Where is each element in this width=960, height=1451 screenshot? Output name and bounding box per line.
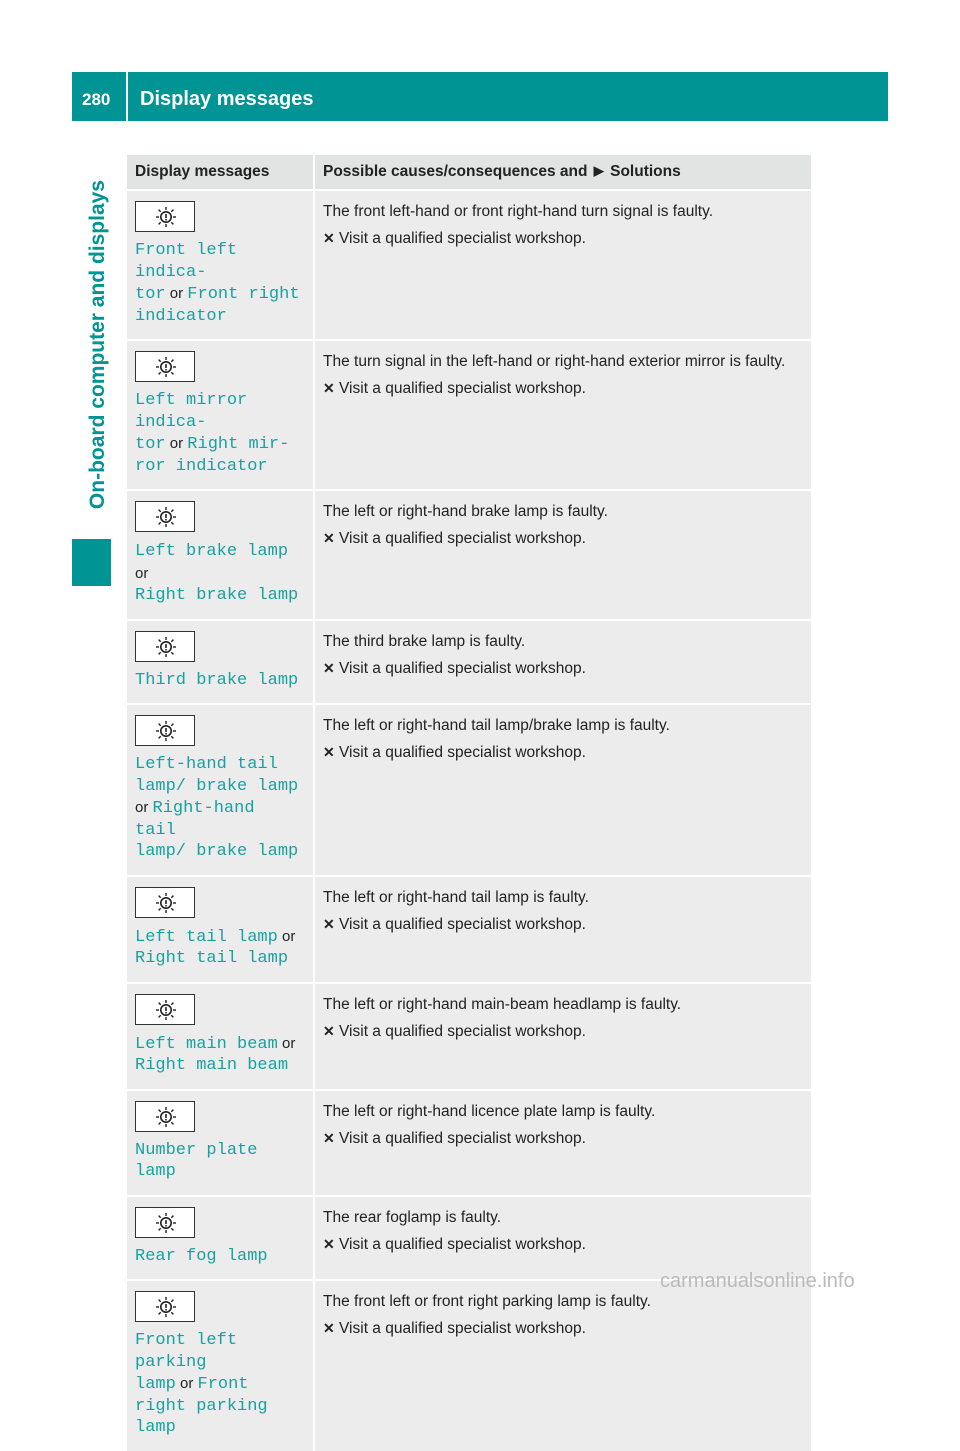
message-cell — [127, 620, 314, 705]
action-text: Visit a qualified specialist workshop. — [339, 1320, 586, 1337]
lamp-fault-icon — [155, 1296, 177, 1318]
action-step-icon: ✕ — [323, 1320, 335, 1336]
display-message — [135, 926, 305, 970]
action-item — [323, 1234, 803, 1255]
message-text: right parking lamp — [135, 1396, 268, 1437]
action-text: Visit a qualified specialist workshop. — [339, 1129, 586, 1147]
message-cell — [127, 876, 314, 983]
action-item — [323, 1128, 803, 1149]
action-item — [323, 1318, 803, 1339]
message-text: Rear fog lamp — [135, 1246, 268, 1266]
cause-text: The front left or front right parking lamp is faulty. — [323, 1293, 651, 1310]
message-cell — [127, 1280, 314, 1451]
action-text: Visit a qualified specialist workshop. — [339, 1022, 586, 1040]
action-arrow-icon: ▶ — [593, 163, 604, 178]
message-cell — [127, 490, 314, 620]
action-step-icon: ✕ — [323, 230, 335, 246]
header-divider — [126, 72, 128, 121]
connector-text: or — [135, 799, 153, 816]
table-row — [127, 876, 811, 983]
message-text: Right-hand tail — [135, 799, 255, 840]
message-text: Left brake lamp — [135, 542, 289, 561]
lamp-fault-icon — [155, 636, 177, 658]
lamp-fault-icon — [135, 887, 195, 918]
cause-text: The left or right-hand brake lamp is faulty. — [323, 503, 608, 520]
action-item — [323, 914, 803, 935]
message-cell — [127, 190, 314, 340]
message-text: Front left parking — [135, 1331, 238, 1372]
message-text: ror indicator — [135, 456, 268, 476]
lamp-fault-icon — [135, 201, 195, 232]
solution-cell — [314, 190, 811, 340]
cause-text: The turn signal in the left-hand or right-hand exterior mirror is faulty. — [323, 353, 786, 370]
message-cell — [127, 983, 314, 1090]
solution-cell — [314, 1280, 811, 1451]
action-step-icon: ✕ — [323, 1022, 335, 1039]
table-body — [127, 190, 811, 1451]
side-tab — [86, 180, 114, 530]
connector-text: or — [277, 1034, 296, 1052]
table-row — [127, 704, 811, 876]
message-text: Right mir- — [187, 435, 290, 454]
message-text: tor — [135, 435, 166, 454]
action-item — [323, 1021, 803, 1042]
table-row — [127, 983, 811, 1090]
table-row — [127, 620, 811, 705]
table-header-row — [127, 155, 811, 190]
action-item — [323, 742, 803, 763]
solution-cell — [314, 1196, 811, 1281]
action-text: Visit a qualified specialist workshop. — [339, 744, 586, 761]
display-message — [135, 1033, 305, 1077]
action-text: Visit a qualified specialist workshop. — [339, 530, 586, 547]
lamp-fault-icon — [135, 1207, 195, 1238]
display-message — [135, 540, 305, 607]
cause-text: The left or right-hand tail lamp/brake lamp is faulty. — [323, 717, 670, 734]
solution-cell — [314, 340, 811, 490]
message-text: lamp/ brake lamp — [135, 776, 299, 796]
message-text: Right brake lamp — [135, 586, 299, 605]
action-item — [323, 528, 803, 549]
display-message — [135, 670, 305, 692]
message-text: Number plate lamp — [135, 1140, 258, 1181]
lamp-fault-icon — [155, 506, 177, 528]
action-step-icon: ✕ — [323, 380, 335, 396]
lamp-fault-icon — [135, 1291, 195, 1322]
page-title: Display messages — [140, 88, 314, 110]
action-text: Visit a qualified specialist workshop. — [339, 915, 586, 933]
message-text: Left mirror indica- — [135, 391, 248, 432]
message-text: lamp/ brake lamp — [135, 842, 299, 861]
action-text: Visit a qualified specialist workshop. — [339, 659, 586, 677]
message-text: lamp — [135, 1375, 176, 1394]
action-step-icon: ✕ — [323, 744, 335, 760]
message-text: Front left indica- — [135, 241, 238, 282]
lamp-fault-icon — [155, 1106, 177, 1128]
display-message — [135, 1140, 305, 1183]
side-tab-marker — [72, 539, 111, 586]
solution-cell — [314, 490, 811, 620]
lamp-fault-icon — [135, 351, 195, 382]
cause-text: The left or right-hand licence plate lamp is faulty. — [323, 1102, 656, 1120]
action-text: Visit a qualified specialist workshop. — [339, 230, 586, 247]
side-tab-label: On-board computer and displays — [86, 180, 109, 510]
connector-text: or — [135, 564, 149, 582]
cause-text: The left or right-hand main-beam headlamp is faulty. — [323, 995, 682, 1013]
lamp-fault-icon — [135, 501, 195, 532]
table-row — [127, 490, 811, 620]
message-text: Left-hand tail — [135, 755, 278, 774]
message-text: Front right — [187, 285, 300, 304]
action-step-icon: ✕ — [323, 659, 335, 676]
column-header-causes: Possible causes/consequences and — [323, 163, 588, 180]
column-header-solutions — [314, 155, 811, 190]
messages-table — [127, 155, 811, 1451]
cause-text: The rear foglamp is faulty. — [323, 1208, 502, 1226]
connector-text: or — [277, 927, 296, 945]
connector-text: or — [165, 435, 188, 452]
connector-text: or — [175, 1375, 198, 1392]
watermark: carmanualsonline.info — [660, 1270, 855, 1292]
message-text: tor — [135, 285, 166, 304]
lamp-fault-icon — [155, 892, 177, 914]
message-text: Right tail lamp — [135, 949, 289, 968]
table-row — [127, 1196, 811, 1281]
cause-text: The left or right-hand tail lamp is faulty. — [323, 888, 589, 906]
message-cell — [127, 704, 314, 876]
solution-cell — [314, 704, 811, 876]
action-item — [323, 658, 803, 679]
display-message — [135, 1330, 305, 1439]
lamp-fault-icon — [155, 356, 177, 378]
cause-text: The third brake lamp is faulty. — [323, 632, 526, 650]
action-text: Visit a qualified specialist workshop. — [339, 1235, 586, 1253]
message-text: Front — [197, 1375, 249, 1394]
action-step-icon: ✕ — [323, 1129, 335, 1146]
action-step-icon: ✕ — [323, 530, 335, 546]
display-message — [135, 754, 305, 863]
message-cell — [127, 1196, 314, 1281]
display-message — [135, 1246, 305, 1268]
column-header-messages: Display messages — [135, 163, 270, 180]
solution-cell — [314, 1090, 811, 1196]
page-number: 280 — [82, 90, 111, 109]
lamp-fault-icon — [135, 994, 195, 1025]
message-text: Right main beam — [135, 1056, 289, 1075]
action-item — [323, 378, 803, 399]
message-cell — [127, 340, 314, 490]
message-text: Left tail lamp — [135, 927, 278, 947]
solution-cell — [314, 620, 811, 705]
lamp-fault-icon — [155, 720, 177, 742]
table-row — [127, 340, 811, 490]
lamp-fault-icon — [135, 631, 195, 662]
solution-cell — [314, 983, 811, 1090]
message-text: Left main beam — [135, 1034, 278, 1054]
message-cell — [127, 1090, 314, 1196]
action-item — [323, 228, 803, 249]
lamp-fault-icon — [155, 999, 177, 1021]
connector-text: or — [165, 285, 188, 302]
lamp-fault-icon — [135, 715, 195, 746]
cause-text: The front left-hand or front right-hand turn signal is faulty. — [323, 203, 713, 220]
display-message — [135, 240, 305, 327]
column-header-solutions-label: Solutions — [610, 163, 681, 180]
action-step-icon: ✕ — [323, 915, 335, 932]
message-text: indicator — [135, 306, 227, 326]
display-message — [135, 390, 305, 477]
solution-cell — [314, 876, 811, 983]
action-step-icon: ✕ — [323, 1235, 335, 1252]
table-row — [127, 190, 811, 340]
table-row — [127, 1090, 811, 1196]
lamp-fault-icon — [155, 1212, 177, 1234]
message-text: Third brake lamp — [135, 670, 299, 690]
lamp-fault-icon — [135, 1101, 195, 1132]
lamp-fault-icon — [155, 206, 177, 228]
table-row — [127, 1280, 811, 1451]
action-text: Visit a qualified specialist workshop. — [339, 380, 586, 397]
